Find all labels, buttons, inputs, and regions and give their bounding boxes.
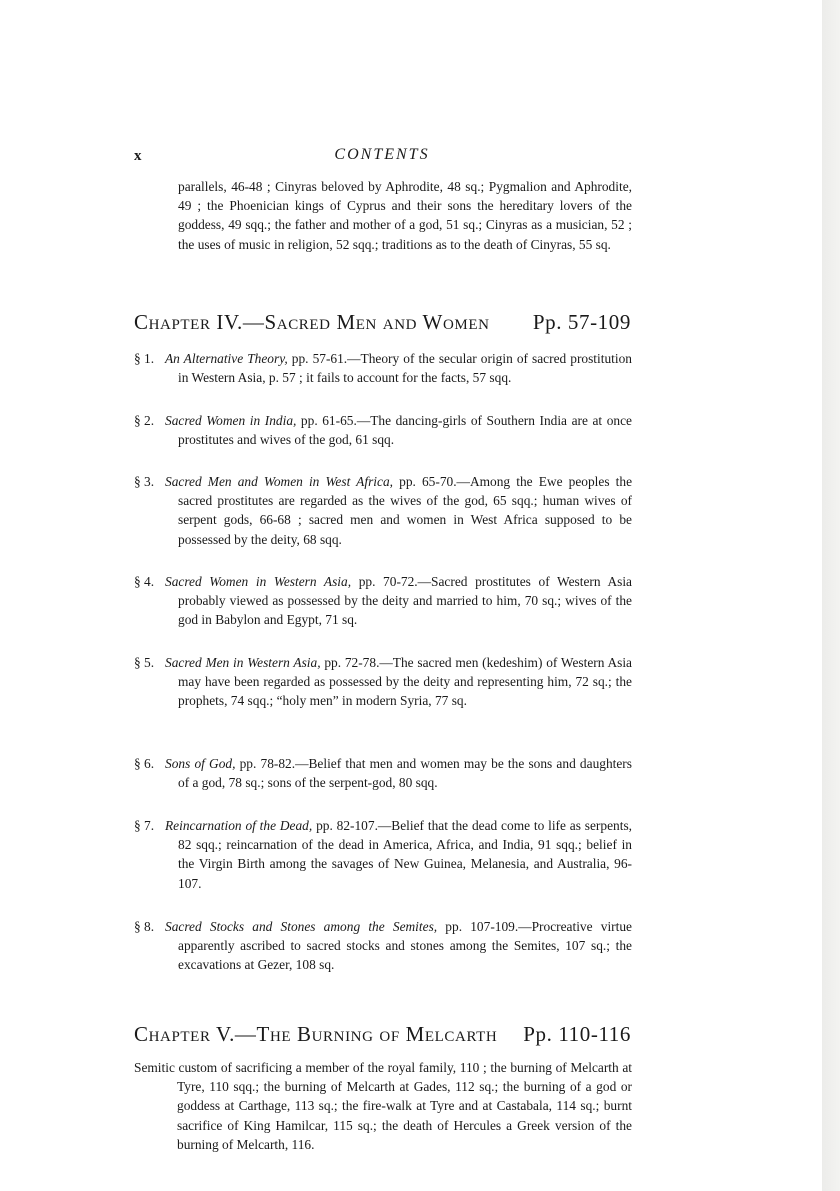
running-head: CONTENTS (334, 146, 430, 163)
chapter-summary: Semitic custom of sacrificing a member of the royal family, 110 ; the burning of Melcarth at Tyre, 110 sqq.; the burning of Melcarth at Gades, 112 sq.; the burning of a god or goddess at Carthage, 113 sq.; the fire-walk at Tyre and at Castabala, 114 sq.; burnt sacrifice of King Hamilcar, 115 sq.; the death of Hercules a Greek version of the burning of Melcarth, 116. (134, 1060, 632, 1152)
page-number: x (134, 148, 142, 164)
section-body (165, 472, 633, 549)
chapter-title: Chapter V.—The Burning of Melcarth (134, 1022, 498, 1046)
section-text: pp. 72-78.—The sacred men (kedeshim) of Western Asia may have been regarded as possessed by the deity and representing him, 72 sq.; the prophets, 74 sqq.; “holy men” in modern Syria, 77 sq. (178, 655, 632, 709)
page-header (134, 146, 630, 168)
section-body (165, 572, 632, 630)
chapter-title: Chapter IV.—Sacred Men and Women (134, 310, 490, 334)
section-body (165, 411, 632, 449)
section-number: § 8. (134, 919, 155, 934)
section-text: pp. 61-65.—The dancing-girls of Southern India are at once prostitutes and wives of the god, 61 sqq. (178, 413, 632, 448)
section-title: Sacred Men and Women in West Africa, (165, 474, 393, 489)
section-number: § 4. (134, 574, 155, 589)
section-title: Sons of God, (165, 756, 236, 771)
section-number: § 3. (134, 474, 155, 489)
section-number: § 5. (134, 655, 155, 670)
section-body (165, 754, 632, 792)
section-text: pp. 82-107.—Belief that the dead come to life as serpents, 82 sqq.; reincarnation of the dead in America, Africa, and India, 91 sqq.; belief in the Virgin Birth among the savages of New Guinea, Melanesia, and Australia, 96-107. (178, 818, 633, 891)
section-text: pp. 70-72.—Sacred prostitutes of Western Asia probably viewed as possessed by the deity and married to him, 70 sq.; wives of the god in Babylon and Egypt, 71 sq. (178, 574, 632, 628)
chapter-pages: Pp. 57-109 (532, 310, 631, 334)
chapter-pages: Pp. 110-116 (523, 1022, 631, 1046)
section-entry (134, 572, 632, 630)
page-edge (822, 0, 840, 1191)
section-number: § 6. (134, 756, 155, 771)
section-entry (134, 754, 632, 792)
section-body (165, 816, 633, 893)
chapter-heading (134, 310, 631, 338)
section-title: Sacred Men in Western Asia, (165, 655, 321, 670)
chapter-heading (134, 1022, 631, 1050)
section-title: Reincarnation of the Dead, (165, 818, 313, 833)
section-text: pp. 57-61.—Theory of the secular origin of sacred prostitution in Western Asia, p. 57 ; it fails to account for the facts, 57 sqq. (178, 351, 632, 386)
section-title: Sacred Women in India, (165, 413, 297, 428)
section-body (165, 349, 632, 387)
section-entry (134, 349, 632, 387)
section-text: pp. 65-70.—Among the Ewe peoples the sacred prostitutes are regarded as the wives of the god, 65 sqq.; human wives of serpent gods, 66-68 ; sacred men and women in West Africa supposed to be possessed by the deity, 68 sqq. (178, 474, 633, 547)
section-title: Sacred Women in Western Asia, (165, 574, 352, 589)
section-number: § 7. (134, 818, 155, 833)
section-body (165, 917, 632, 975)
section-number: § 1. (134, 351, 155, 366)
section-body (165, 653, 632, 711)
continued-entry: parallels, 46-48 ; Cinyras beloved by Aphrodite, 48 sq.; Pygmalion and Aphrodite, 49 ; the Phoenician kings of Cyprus and their sons the hereditary lovers of the goddess, 49 sqq.; the father and mother of a god, 51 sq.; Cinyras as a musician, 52 ; the uses of music in religion, 52 sqq.; traditions as to the death of Cinyras, 55 sq. (178, 179, 632, 252)
section-text: pp. 78-82.—Belief that men and women may be the sons and daughters of a god, 78 sq.; sons of the serpent-god, 80 sqq. (178, 756, 632, 791)
section-title: Sacred Stocks and Stones among the Semites, (165, 919, 438, 934)
section-entry (134, 917, 632, 975)
section-entry (134, 472, 632, 549)
section-title: An Alternative Theory, (165, 351, 288, 366)
section-entry (134, 653, 632, 711)
section-text: pp. 107-109.—Procreative virtue apparently ascribed to sacred stocks and stones among the Semites, 107 sq.; the excavations at Gezer, 108 sq. (178, 919, 632, 973)
section-entry (134, 816, 632, 893)
section-number: § 2. (134, 413, 155, 428)
section-entry (134, 411, 632, 449)
